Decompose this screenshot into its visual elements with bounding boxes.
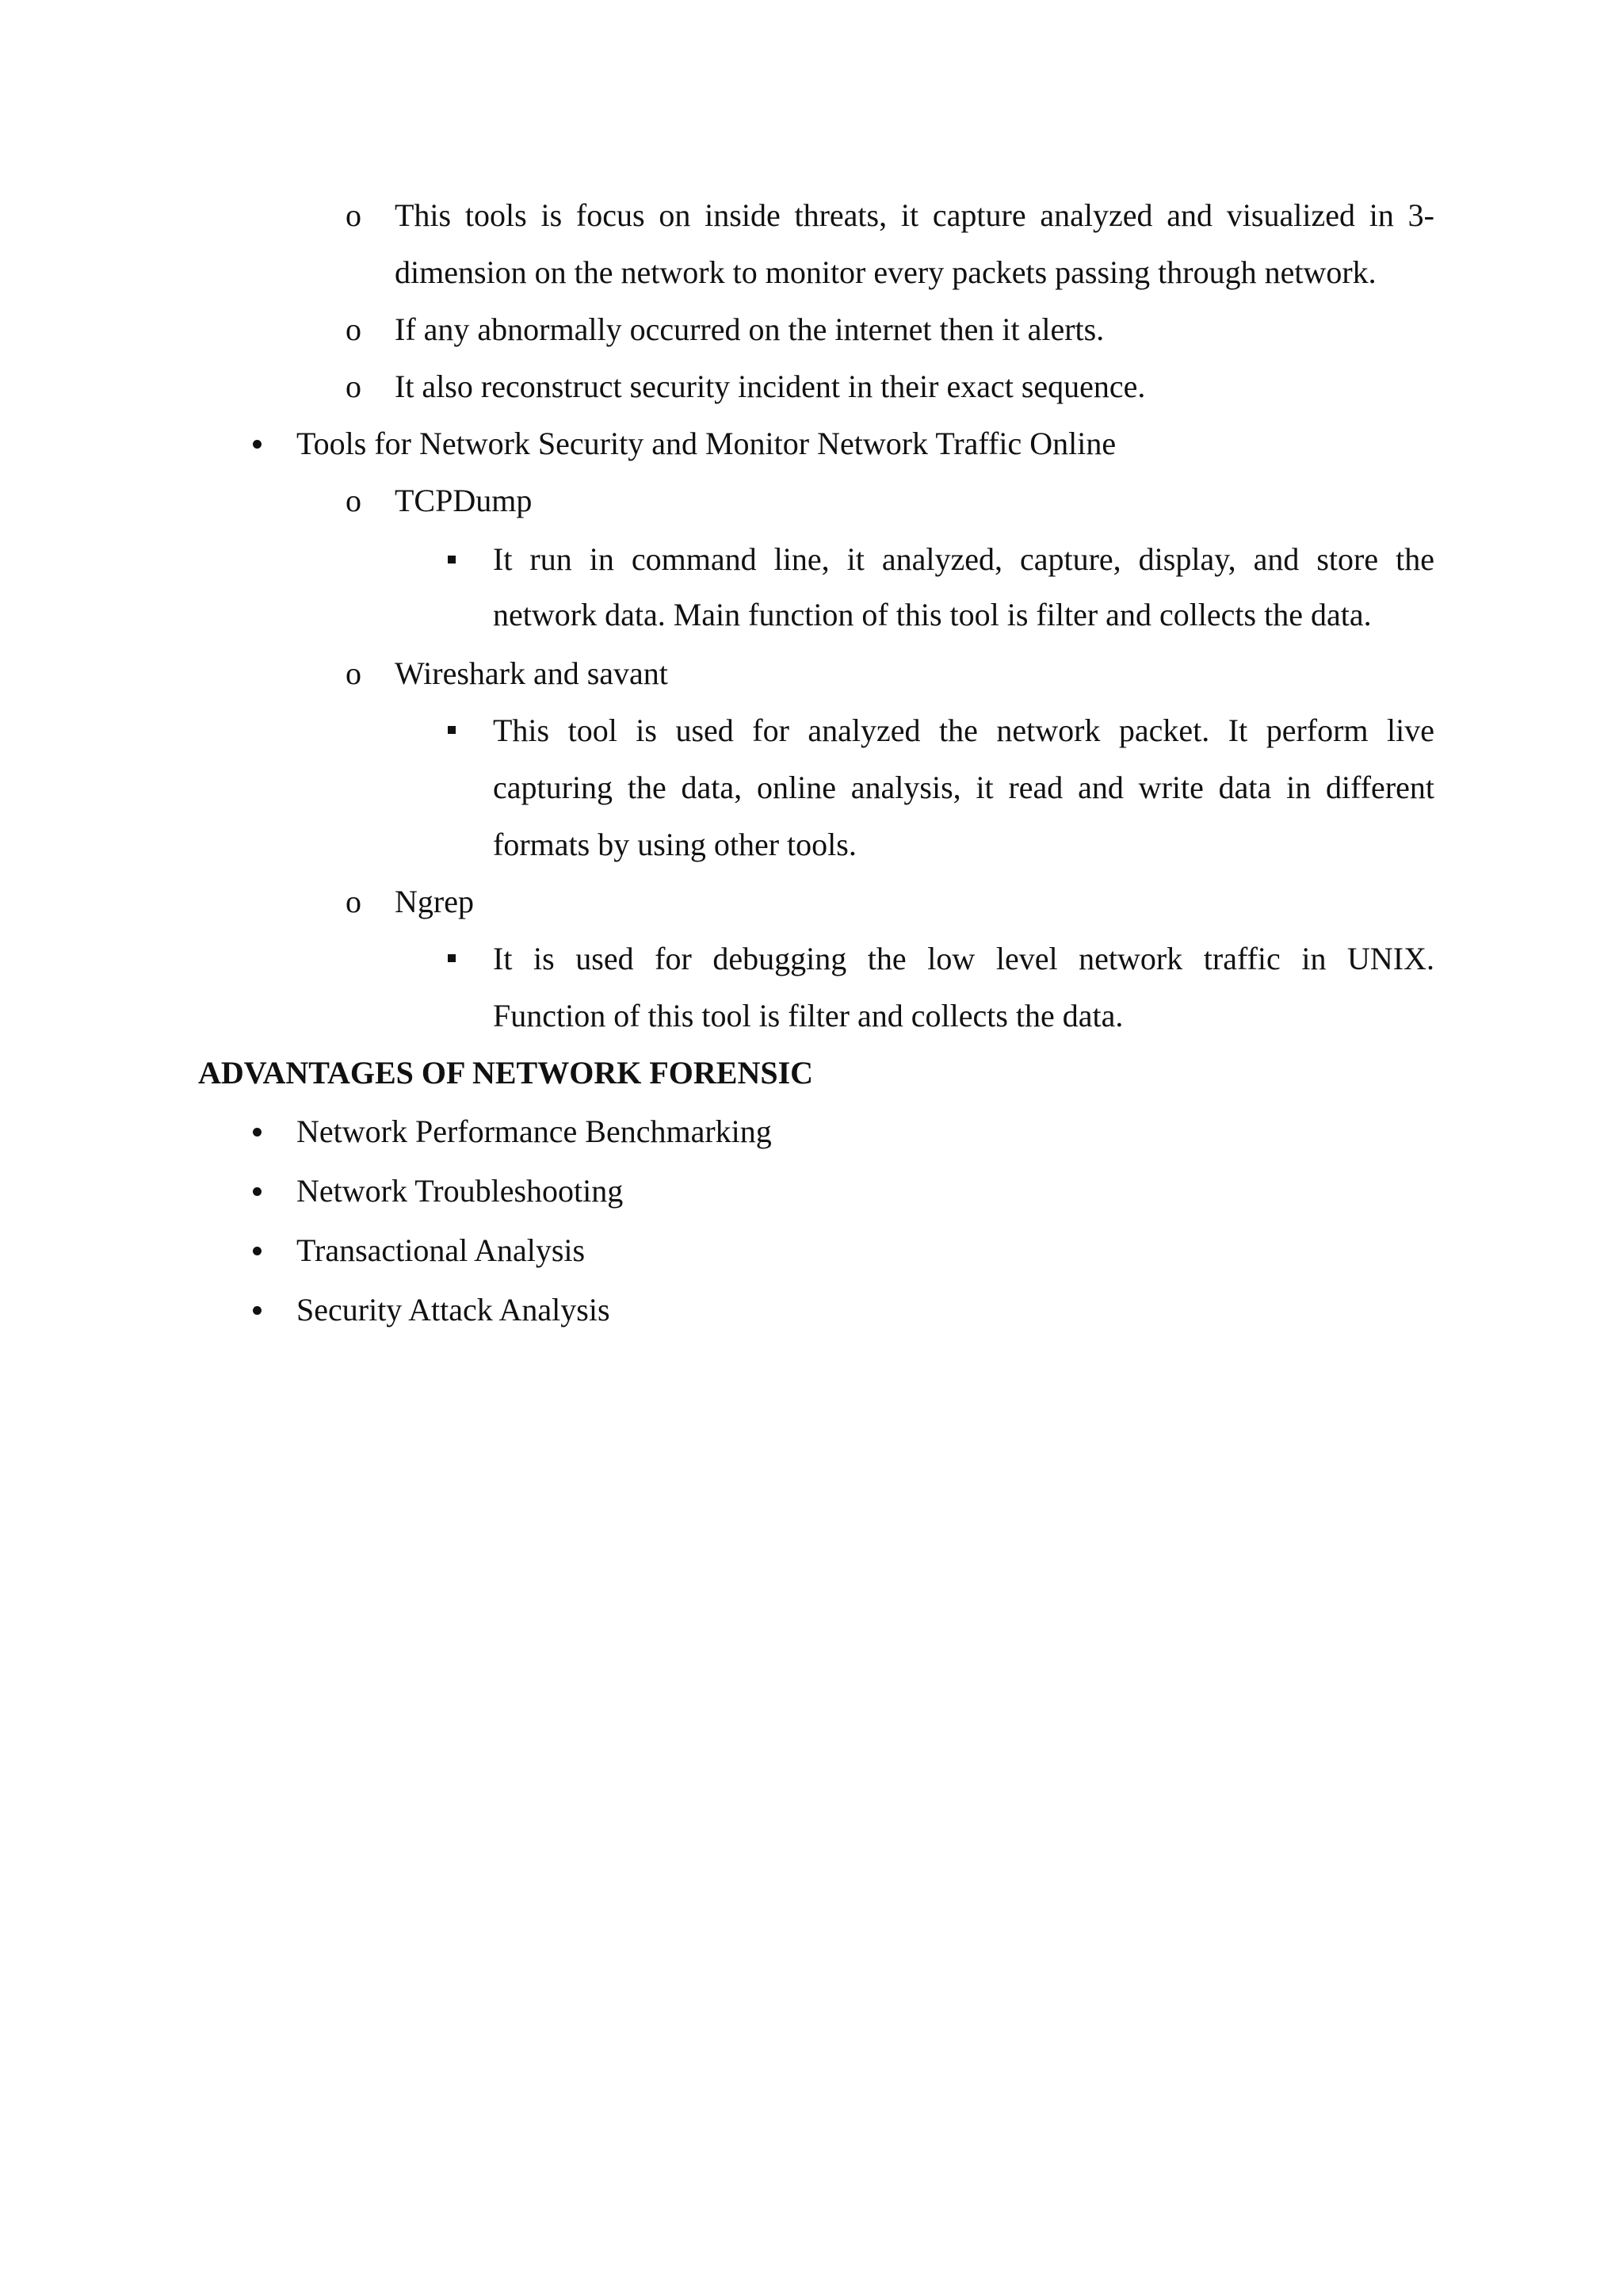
paragraph-line: dimension on the network to monitor every packets passing through network.: [395, 254, 1377, 290]
bullet-dot-icon: [253, 1128, 262, 1137]
sub-bullet-marker: o: [346, 197, 361, 233]
bullet-item: Tools for Network Security and Monitor Network Traffic Online: [296, 426, 1117, 461]
sub-bullet-marker: o: [346, 655, 361, 691]
sub-bullet-marker: o: [346, 369, 361, 404]
bullet-dot-icon: [253, 440, 262, 449]
sub-bullet-marker: o: [346, 311, 361, 347]
bullet-dot-icon: [253, 1247, 262, 1255]
paragraph-line: capturing the data, online analysis, it read and write data in different: [493, 770, 1434, 805]
list-item: Network Troubleshooting: [296, 1173, 624, 1209]
list-item: Security Attack Analysis: [296, 1292, 610, 1328]
tool-name: Wireshark and savant: [395, 655, 668, 691]
tool-name: TCPDump: [395, 483, 533, 518]
square-bullet-icon: [448, 556, 456, 563]
paragraph-line: This tools is focus on inside threats, it capture analyzed and visualized in 3-: [395, 197, 1434, 233]
tool-name: Ngrep: [395, 884, 474, 919]
square-bullet-icon: [448, 954, 456, 962]
paragraph-line: It run in command line, it analyzed, capture, display, and store the: [493, 541, 1434, 577]
paragraph-line: It is used for debugging the low level network traffic in UNIX.: [493, 941, 1434, 976]
bullet-dot-icon: [253, 1306, 262, 1315]
paragraph-line: formats by using other tools.: [493, 827, 857, 862]
section-heading: ADVANTAGES OF NETWORK FORENSIC: [198, 1055, 814, 1091]
paragraph-line: If any abnormally occurred on the internet then it alerts.: [395, 311, 1105, 347]
bullet-dot-icon: [253, 1187, 262, 1196]
list-item: Transactional Analysis: [296, 1232, 586, 1268]
paragraph-line: It also reconstruct security incident in their exact sequence.: [395, 369, 1146, 404]
paragraph-line: network data. Main function of this tool is filter and collects the data.: [493, 597, 1372, 632]
square-bullet-icon: [448, 726, 456, 734]
list-item: Network Performance Benchmarking: [296, 1114, 772, 1149]
sub-bullet-marker: o: [346, 884, 361, 919]
sub-bullet-marker: o: [346, 483, 361, 518]
paragraph-line: This tool is used for analyzed the network packet. It perform live: [493, 712, 1434, 748]
paragraph-line: Function of this tool is filter and collects the data.: [493, 998, 1124, 1033]
